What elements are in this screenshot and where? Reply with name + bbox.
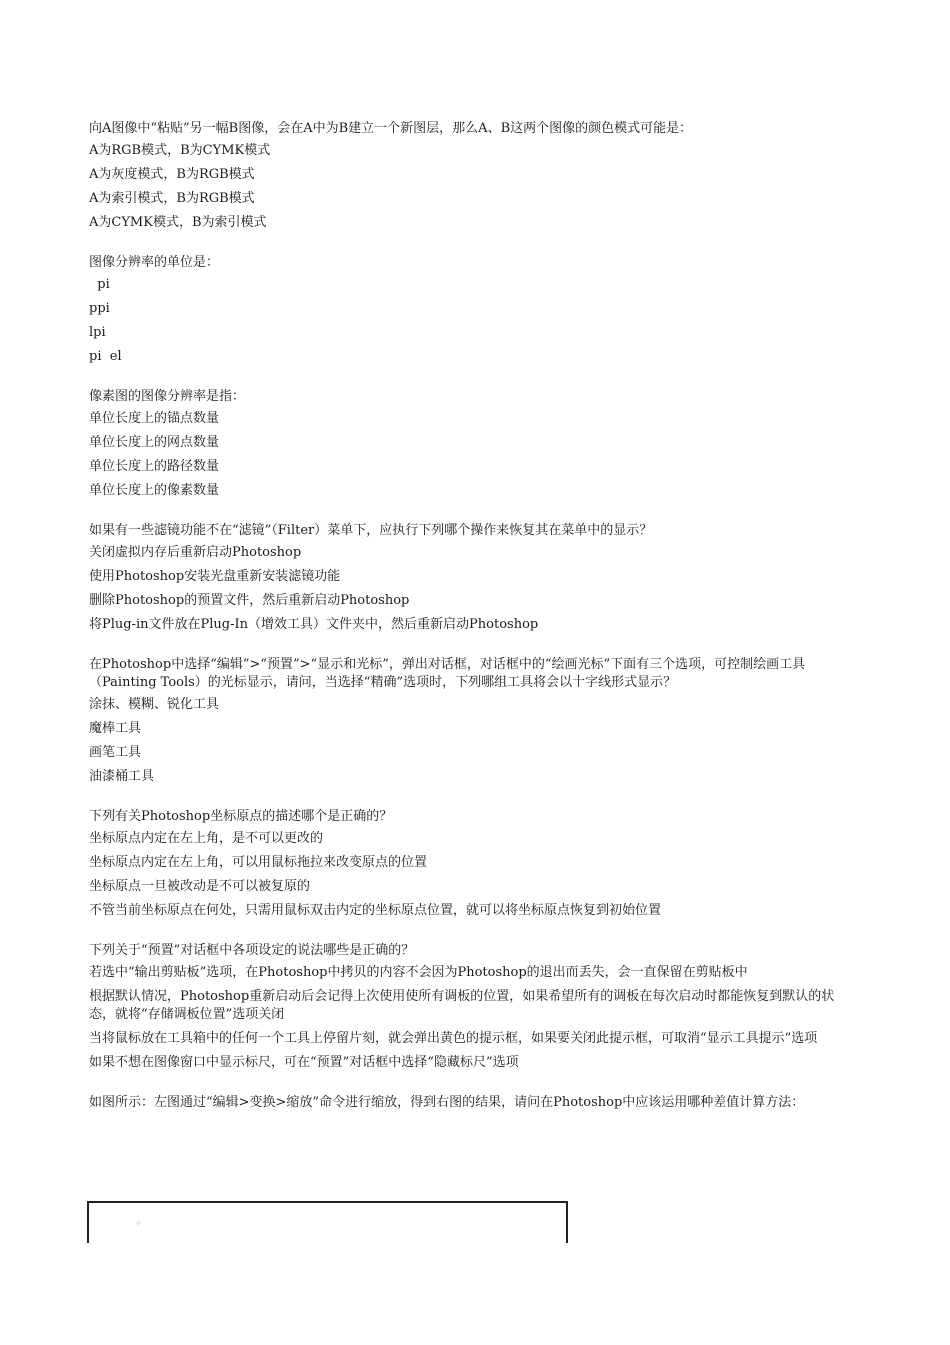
question-text: 像素图的图像分辨率是指： xyxy=(89,389,246,404)
question-4 xyxy=(89,522,859,634)
option: A为RGB模式，B为CYMK模式 xyxy=(89,143,271,158)
question-2 xyxy=(89,254,859,366)
option: 单位长度上的路径数量 xyxy=(89,459,220,474)
option: 根据默认情况，Photoshop重新启动后会记得上次使用使所有调板的位置，如果希望所有的调板在每次启动时都能恢复到默认的状态，就将“存储调板位置”选项关闭 xyxy=(89,989,835,1022)
option: 将Plug-in文件放在Plug-In（增效工具）文件夹中，然后重新启动Photoshop xyxy=(89,617,539,632)
question-text: 如图所示：左图通过“编辑>变换>缩放”命令进行缩放，得到右图的结果，请问在Photoshop中应该运用哪种差值计算方法： xyxy=(89,1095,805,1110)
option: 单位长度上的网点数量 xyxy=(89,435,220,450)
option: 坐标原点一旦被改动是不可以被复原的 xyxy=(89,879,311,894)
option: 关闭虚拟内存后重新启动Photoshop xyxy=(89,545,302,560)
option: 魔棒工具 xyxy=(89,721,142,736)
question-3 xyxy=(89,388,859,500)
option: 如果不想在图像窗口中显示标尺，可在“预置”对话框中选择“隐藏标尺”选项 xyxy=(89,1055,519,1070)
option: 画笔工具 xyxy=(89,745,142,760)
option: A为索引模式，B为RGB模式 xyxy=(89,191,255,206)
option: 单位长度上的锚点数量 xyxy=(89,411,220,426)
option: ppi xyxy=(89,301,110,316)
question-text: 图像分辨率的单位是： xyxy=(89,255,220,270)
question-8 xyxy=(89,1094,859,1112)
document-page xyxy=(89,116,859,1134)
option: A为灰度模式，B为RGB模式 xyxy=(89,167,255,182)
option: 坐标原点内定在左上角，可以用鼠标拖拉来改变原点的位置 xyxy=(89,855,428,870)
question-5 xyxy=(89,656,859,786)
option: pi xyxy=(89,277,110,292)
option: 不管当前坐标原点在何处，只需用鼠标双击内定的坐标原点位置，就可以将坐标原点恢复到初始位置 xyxy=(89,903,662,918)
question-text: 在Photoshop中选择“编辑”>“预置”>“显示和光标”，弹出对话框，对话框中的“绘画光标”下面有三个选项，可控制绘画工具（Painting Tools）的光标显示，请问，当选择“精确”选项时，下列哪组工具将会以十字线形式显示？ xyxy=(89,657,806,690)
question-text: 下列关于“预置”对话框中各项设定的说法哪些是正确的？ xyxy=(89,943,415,958)
question-7 xyxy=(89,942,859,1072)
question-text: 向A图像中“粘贴”另一幅B图像，会在A中为B建立一个新图层，那么A、B这两个图像的颜色模式可能是： xyxy=(89,121,693,136)
question-6 xyxy=(89,808,859,920)
option: 若选中“输出剪贴板”选项，在Photoshop中拷贝的内容不会因为Photoshop的退出而丢失，会一直保留在剪贴板中 xyxy=(89,965,748,980)
option: 删除Photoshop的预置文件，然后重新启动Photoshop xyxy=(89,593,410,608)
question-1 xyxy=(89,120,859,232)
option: pi el xyxy=(89,349,122,364)
option: 当将鼠标放在工具箱中的任何一个工具上停留片刻，就会弹出黄色的提示框，如果要关闭此提示框，可取消“显示工具提示”选项 xyxy=(89,1031,818,1046)
option: 单位长度上的像素数量 xyxy=(89,483,220,498)
question-text: 如果有一些滤镜功能不在“滤镜”（Filter）菜单下，应执行下列哪个操作来恢复其在菜单中的显示？ xyxy=(89,523,653,538)
option: 使用Photoshop安装光盘重新安装滤镜功能 xyxy=(89,569,341,584)
option: 油漆桶工具 xyxy=(89,769,155,784)
figure-frame xyxy=(87,1201,568,1243)
option: 涂抹、模糊、锐化工具 xyxy=(89,697,220,712)
option: 坐标原点内定在左上角，是不可以更改的 xyxy=(89,831,324,846)
figure-placeholder-mark: ✧ xyxy=(135,1219,142,1228)
option: A为CYMK模式，B为索引模式 xyxy=(89,215,267,230)
question-text: 下列有关Photoshop坐标原点的描述哪个是正确的？ xyxy=(89,809,393,824)
option: lpi xyxy=(89,325,106,340)
